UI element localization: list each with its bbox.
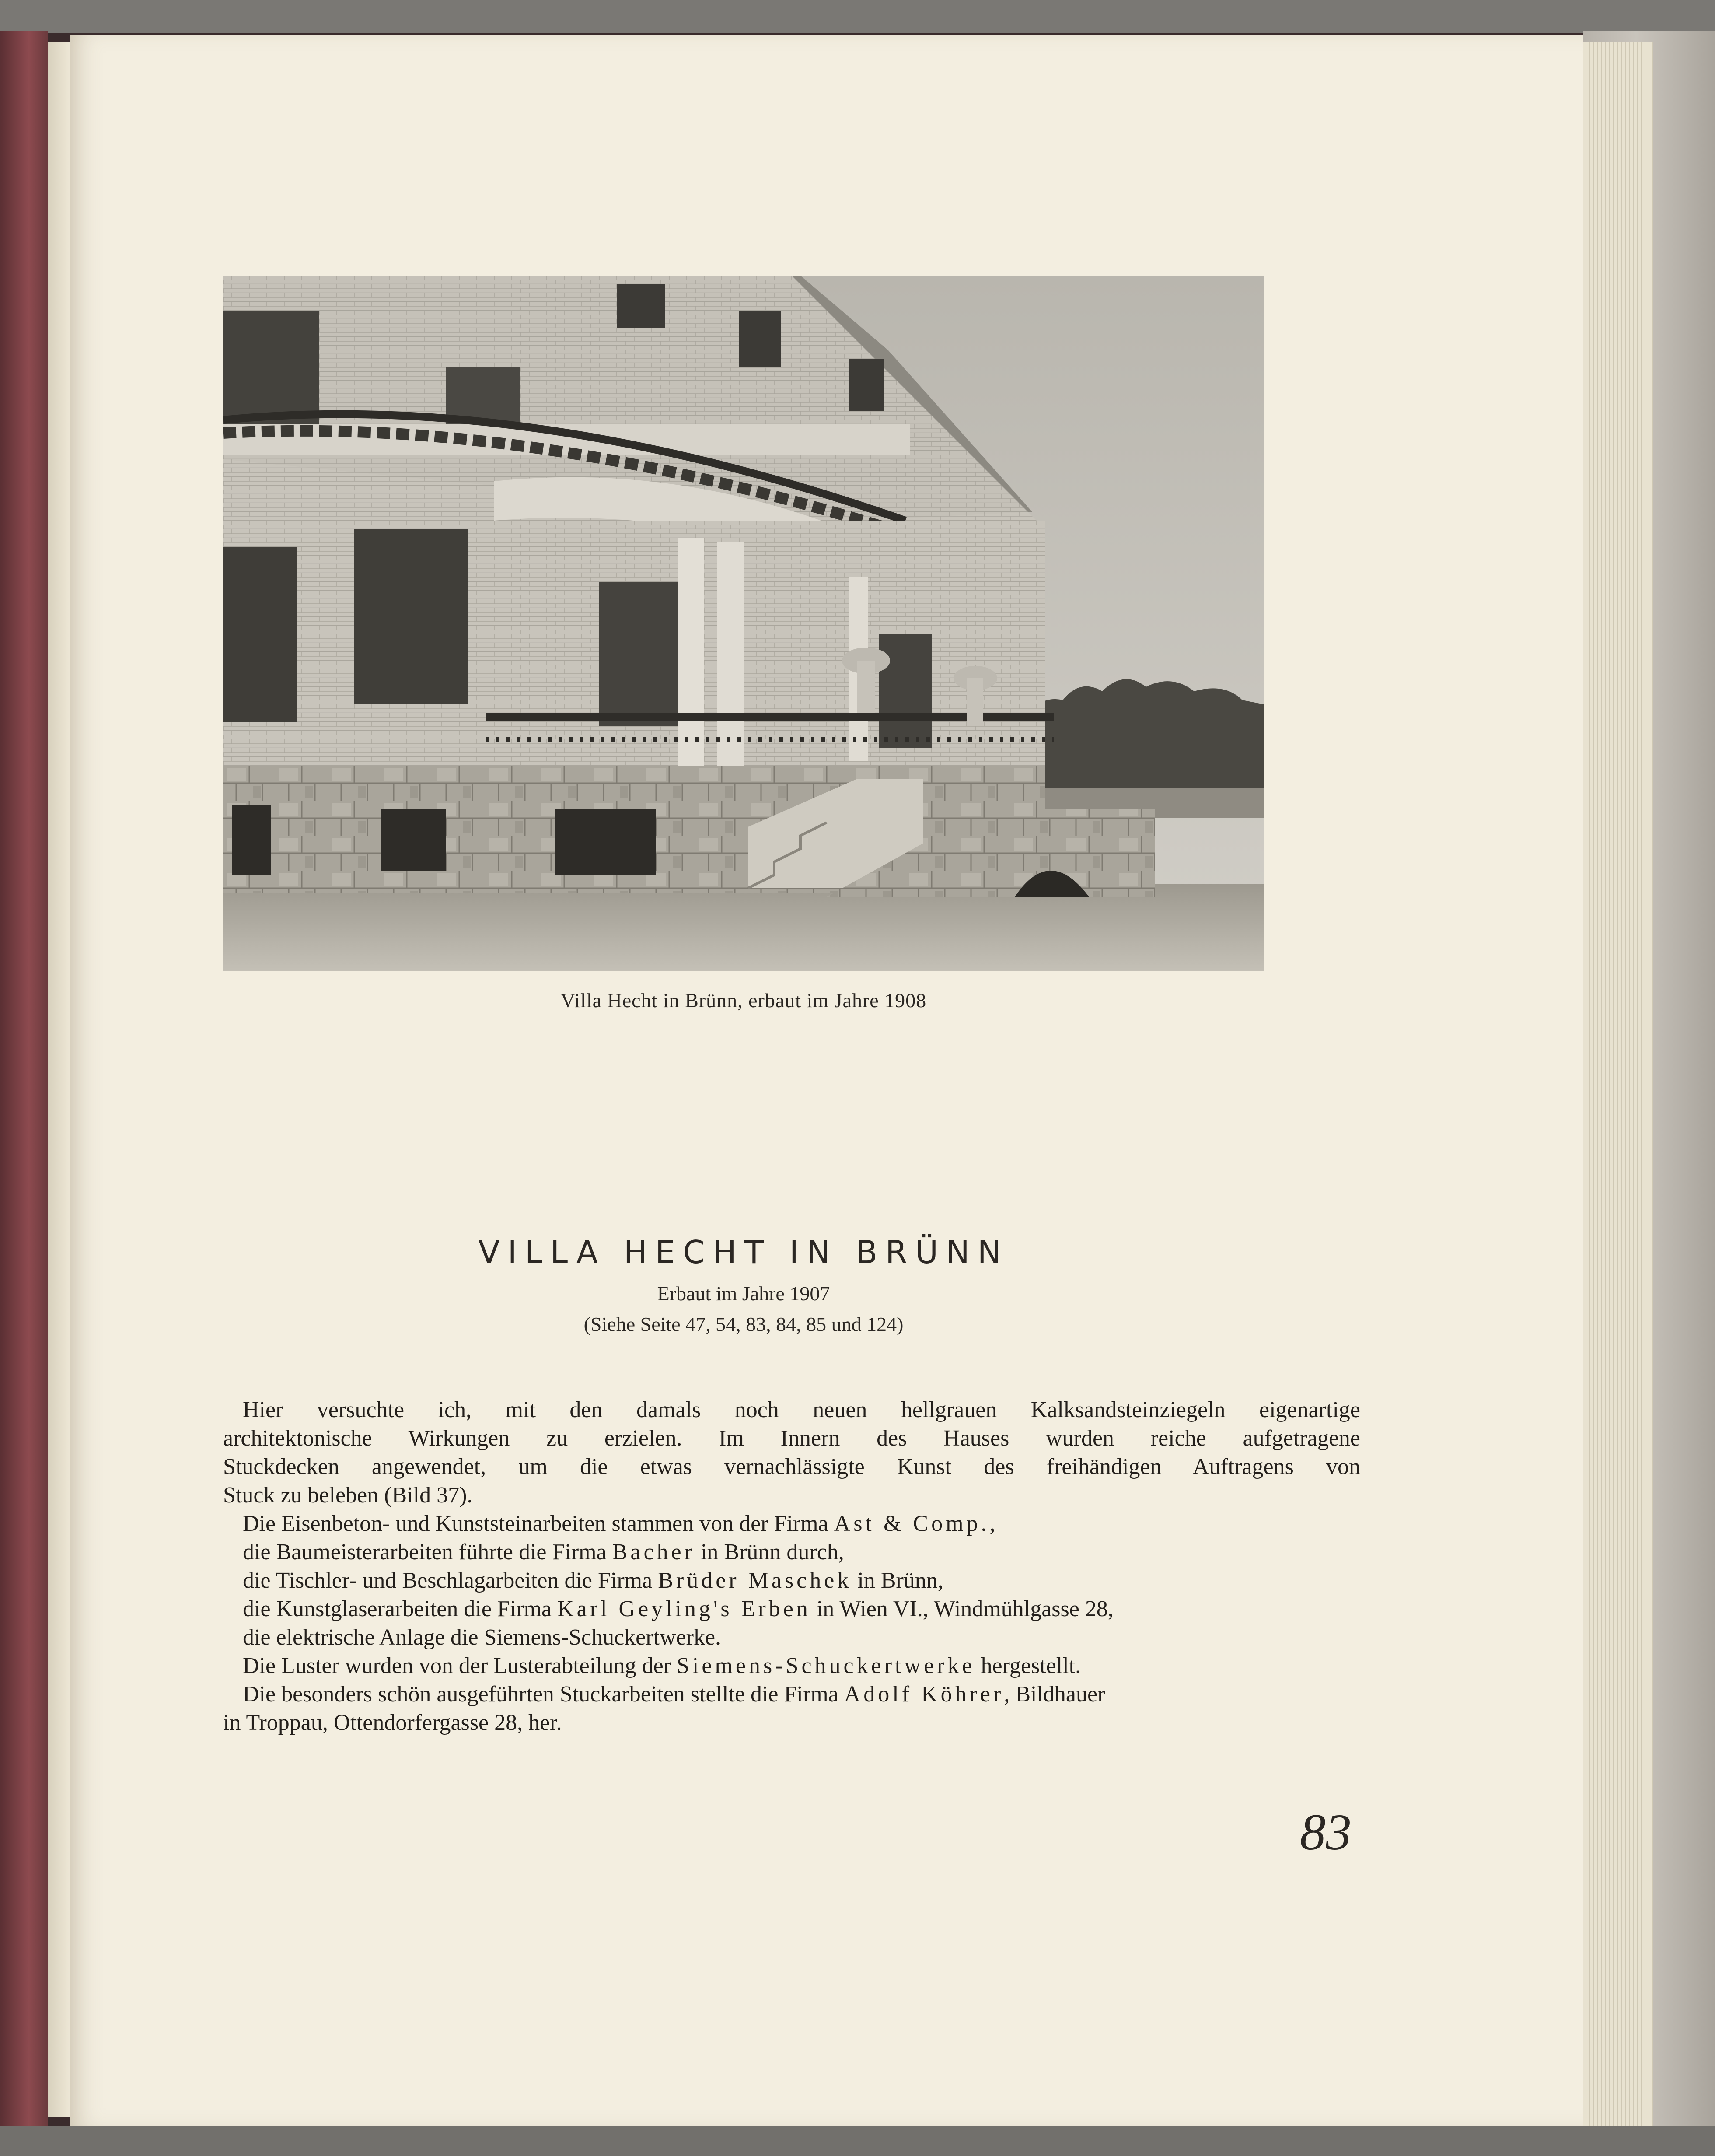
page-title: VILLA HECHT IN BRÜNN — [478, 1234, 1009, 1270]
body-text-segment: hergestellt. — [975, 1653, 1081, 1678]
firm-name: Bacher — [612, 1540, 695, 1564]
villa-photograph — [223, 276, 1264, 971]
left-cover-edge — [0, 31, 48, 2126]
left-page-edge — [48, 42, 72, 2118]
body-line — [223, 1509, 1360, 1538]
firm-name: Ast & Comp. — [834, 1511, 990, 1536]
body-text-segment: Die besonders schön ausgeführten Stuckarbeiten stellte die Firma — [243, 1682, 844, 1707]
body-line: architektonische Wirkungen zu erzielen. Im Innern des Hauses wurden reiche aufgetragene — [223, 1426, 1360, 1451]
body-line: Stuck zu beleben (Bild 37). — [223, 1483, 473, 1508]
photo-caption: Villa Hecht in Brünn, erbaut im Jahre 1908 — [560, 989, 927, 1012]
body-line: Hier versuchte ich, mit den damals noch neuen hellgrauen Kalksandsteinziegeln eigenartige — [243, 1397, 1360, 1422]
body-line — [223, 1566, 1360, 1595]
scan-background-top — [0, 0, 1715, 33]
body-text-segment: Die Eisenbeton- und Kunststeinarbeiten stammen von der Firma — [243, 1511, 834, 1536]
body-line: Stuckdecken angewendet, um die etwas vernachlässigte Kunst des freihändigen Auftragens von — [223, 1454, 1360, 1479]
firm-name: Adolf Köhrer — [844, 1682, 1004, 1707]
body-line — [223, 1680, 1360, 1708]
body-text-segment: , Bildhauer — [1004, 1682, 1105, 1707]
page-number: 83 — [1300, 1803, 1352, 1861]
firm-name: Siemens-Schuckertwerke — [677, 1653, 975, 1678]
page-references: (Siehe Seite 47, 54, 83, 84, 85 und 124) — [583, 1313, 904, 1335]
book-page — [70, 35, 1583, 2126]
page-block-edges — [1575, 42, 1653, 2126]
body-text-segment: in Wien VI., Windmühlgasse 28, — [810, 1596, 1114, 1621]
body-line — [223, 1595, 1360, 1623]
body-line — [223, 1652, 1360, 1680]
body-text — [223, 1396, 1360, 1737]
body-text-segment: die Baumeisterarbeiten führte die Firma — [243, 1540, 612, 1564]
subtitle: Erbaut im Jahre 1907 — [657, 1282, 830, 1305]
body-text-segment: Die Luster wurden von der Lusterabteilung der — [243, 1653, 677, 1678]
body-line: die elektrische Anlage die Siemens-Schuckertwerke. — [243, 1625, 721, 1650]
body-line — [223, 1538, 1360, 1566]
body-text-segment: die Kunstglaserarbeiten die Firma — [243, 1596, 558, 1621]
scan-background-bottom — [0, 2126, 1715, 2156]
firm-name: Brüder Maschek — [658, 1568, 852, 1593]
body-text-segment: die Tischler- und Beschlagarbeiten die Firma — [243, 1568, 658, 1593]
body-text-segment: in Brünn, — [852, 1568, 943, 1593]
body-text-segment: in Brünn durch, — [695, 1540, 844, 1564]
villa-photograph-image — [223, 276, 1264, 971]
body-line: in Troppau, Ottendorfergasse 28, her. — [223, 1710, 562, 1735]
firm-name: Karl Geyling's Erben — [557, 1596, 811, 1621]
body-text-segment: , — [989, 1511, 995, 1536]
